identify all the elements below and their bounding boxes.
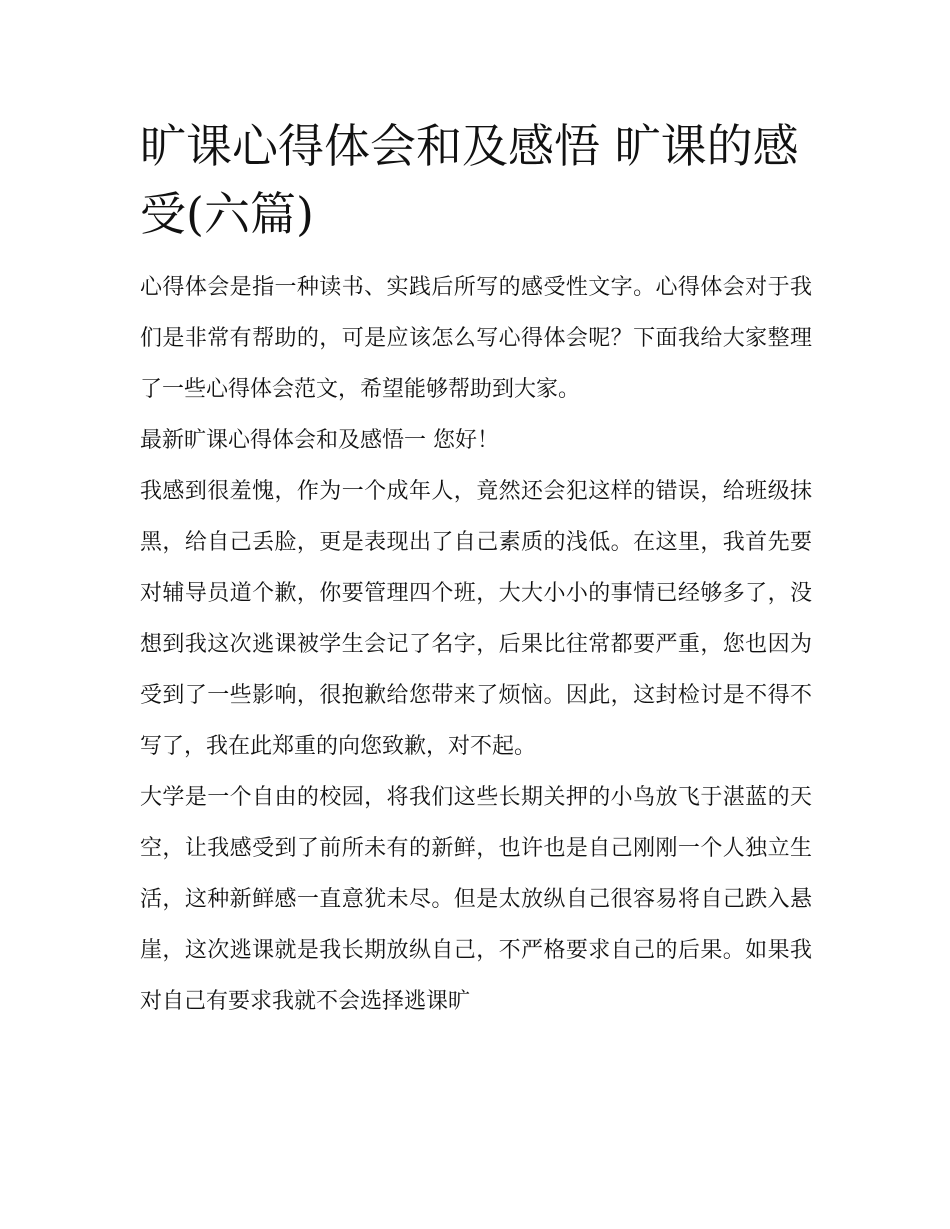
- document-title: 旷课心得体会和及感悟 旷课的感受(六篇): [140, 119, 799, 241]
- intro-paragraph: 心得体会是指一种读书、实践后所写的感受性文字。心得体会对于我们是非常有帮助的，可是应该怎么写心得体会呢？下面我给大家整理了一些心得体会范文，希望能够帮助到大家。: [140, 275, 812, 402]
- section-heading-paragraph: 最新旷课心得体会和及感悟一 您好！: [140, 428, 499, 453]
- body-paragraph: 大学是一个自由的校园，将我们这些长期关押的小鸟放飞于湛蓝的天空，让我感受到了前所未有的新鲜，也许也是自己刚刚一个人独立生活，这种新鲜感一直意犹未尽。但是太放纵自己很容易将自己跌入悬崖，这次逃课就是我长期放纵自己，不严格要求自己的后果。如果我对自己有要求我就不会选择逃课旷: [140, 785, 812, 1014]
- document-body: [140, 262, 812, 1027]
- body-paragraph: 我感到很羞愧，作为一个成年人，竟然还会犯这样的错误，给班级抹黑，给自己丢脸，更是表现出了自己素质的浅低。在这里，我首先要对辅导员道个歉，你要管理四个班，大大小小的事情已经够多了，没想到我这次逃课被学生会记了名字，后果比往常都要严重，您也因为受到了一些影响，很抱歉给您带来了烦恼。因此，这封检讨是不得不写了，我在此郑重的向您致歉，对不起。: [140, 479, 812, 759]
- document-content: [140, 112, 812, 1027]
